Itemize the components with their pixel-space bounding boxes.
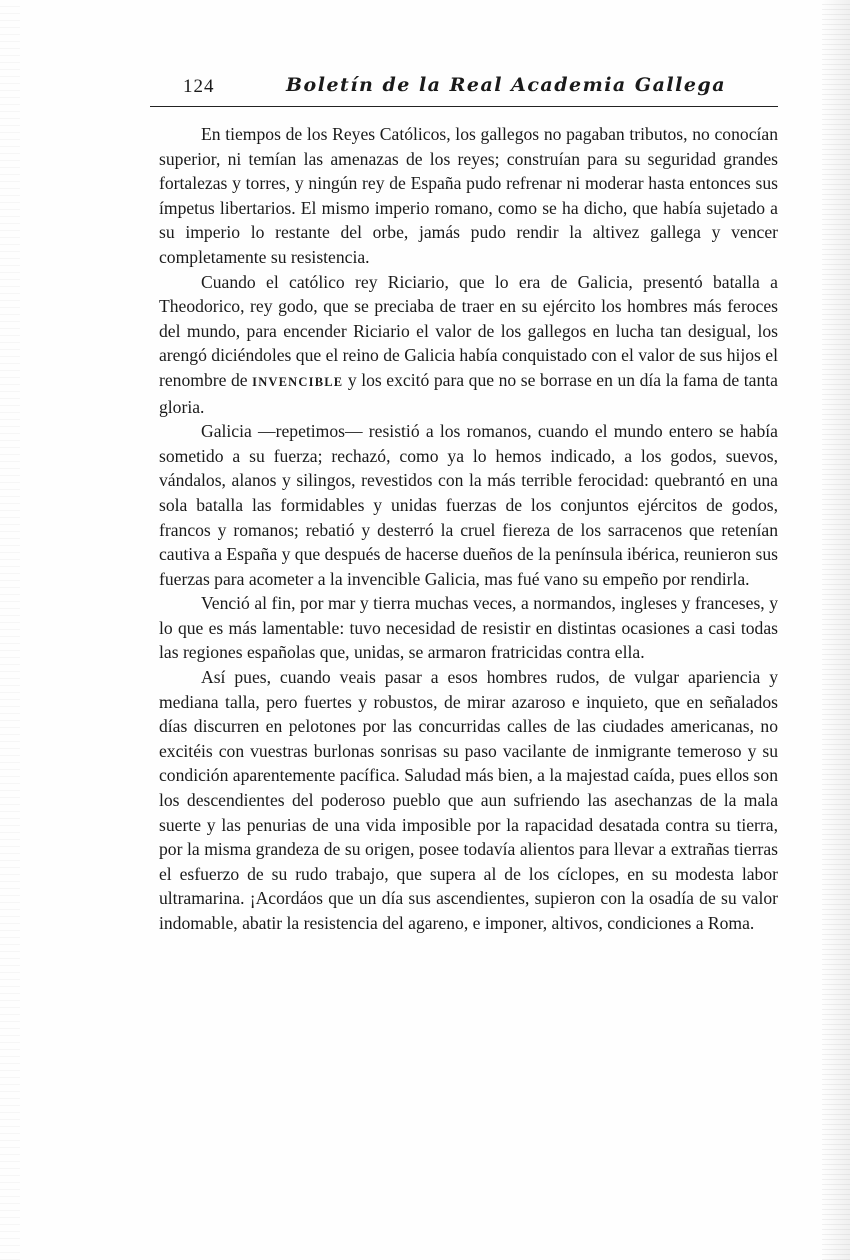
paragraph-3-text: Galicia —repetimos— resistió a los romanos, cuando el mundo entero se había sometido a su fuerza; rechazó, como ya lo hemos indicado, a los godos, suevos, vándalos, alanos y silingos, revestidos con la más terrible ferocidad: quebrantó en una sola batalla las formidables y unidas fuerzas de los conjuntos ejércitos de godos, francos y romanos; rebatió y desterró la cruel fiereza de los sarracenos que retenían cautiva a España y que después de hacerse dueños de la península ibérica, reunieron sus fuerzas para acometer a la invencible Galicia, mas fué vano su empeño por rendirla. (159, 421, 778, 589)
header-rule (150, 106, 778, 107)
paragraph-2-text-after: y los excitó para que no se borrase en un día la fama de tanta gloria. (159, 369, 778, 417)
paragraph-2-text-before: Cuando el católico rey Riciario, que lo era de Galicia, presentó batalla a Theodorico, rey godo, que se preciaba de traer en su ejército los hombres más feroces del mundo, para encender Riciario el valor de los gallegos en lucha tan desigual, los arengó diciéndoles que el reino de Galicia había conquistado con el valor de sus hijos el renombre de (159, 271, 779, 390)
paragraph-1 (159, 122, 778, 270)
scan-edge-right (822, 0, 850, 1260)
invencible-smallcaps: INVENCIBLE (252, 374, 344, 389)
page-header (158, 74, 778, 104)
paragraph-2 (159, 270, 778, 420)
scan-edge-left (0, 0, 20, 1260)
paragraph-4 (159, 591, 778, 665)
body-text (159, 122, 778, 936)
running-title: Boletín de la Real Academia Gallega (286, 74, 727, 96)
paragraph-1-text: En tiempos de los Reyes Católicos, los gallegos no pagaban tributos, no conocían superior, ni temían las amenazas de los reyes; construían para su seguridad grandes fortalezas y torres, y ningún rey de España pudo refrenar ni moderar hasta entonces sus ímpetus libertarios. El mismo imperio romano, como se ha dicho, que había sujetado a su imperio lo restante del orbe, jamás pudo rendir la altivez gallega y vencer completamente su resistencia. (159, 124, 778, 267)
paragraph-5-text: Así pues, cuando veais pasar a esos hombres rudos, de vulgar apariencia y mediana talla, pero fuertes y robustos, de mirar azaroso e inquieto, que en señalados días discurren en pelotones por las concurridas calles de las ciudades americanas, no excitéis con vuestras burlonas sonrisas su paso vacilante de inmigrante temeroso y su condición aparentemente pacífica. Saludad más bien, a la majestad caída, pues ellos son los descendientes del poderoso pueblo que aun sufriendo las asechanzas de la mala suerte y las penurias de una vida imposible por la rapacidad desatada contra su tierra, por la misma grandeza de su origen, posee todavía alientos para llevar a extrañas tierras el esfuerzo de su rudo trabajo, que supera al de los cíclopes, en su modesta labor ultramarina. ¡Acordáos que un día sus ascendientes, supieron con la osadía de su valor indomable, abatir la resistencia del agareno, e imponer, altivos, condiciones a Roma. (159, 667, 778, 933)
paragraph-3 (159, 419, 778, 591)
paragraph-4-text: Venció al fin, por mar y tierra muchas veces, a normandos, ingleses y franceses, y lo que es más lamentable: tuvo necesidad de resistir en distintas ocasiones a casi todas las regiones españolas que, unidas, se armaron fratricidas contra ella. (159, 593, 778, 663)
page-number: 124 (183, 76, 215, 97)
paragraph-5 (159, 665, 778, 936)
